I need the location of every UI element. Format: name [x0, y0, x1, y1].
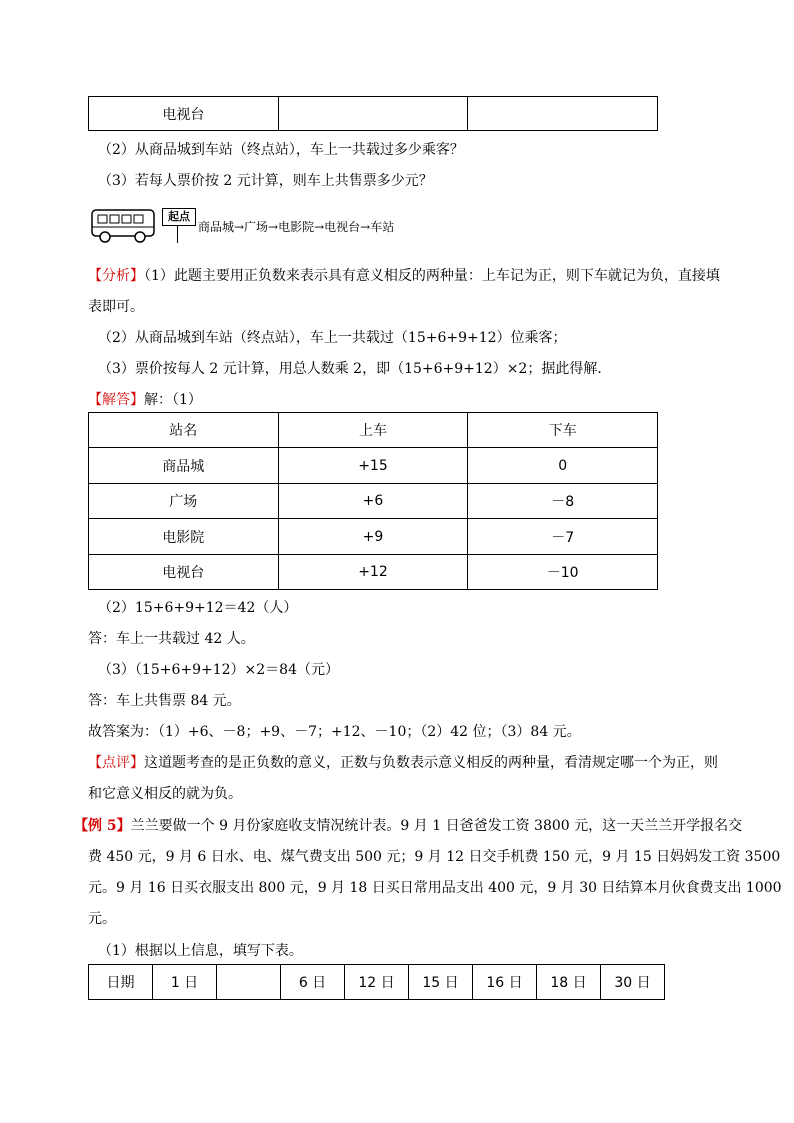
cell-date: 18 日: [537, 965, 601, 1000]
cell-board: +12: [278, 555, 468, 590]
cell-date: 1 日: [153, 965, 217, 1000]
question-3: （3）若每人票价按 2 元计算，则车上共售票多少元？: [98, 173, 433, 189]
answer-tag: 【解答】: [88, 392, 144, 408]
example5-line-1: 【例 5】兰兰要做一个 9 月份家庭收支情况统计表。9 月 1 日爸爸发工资 3800 元，这一天兰兰开学报名交: [74, 818, 743, 834]
cell-station: 电视台: [89, 555, 279, 590]
question-2: （2）从商品城到车站（终点站），车上一共载过多少乘客？: [98, 142, 464, 158]
answer-line-4: 答：车上共售票 84 元。: [88, 693, 241, 709]
cell-board: +15: [278, 448, 468, 484]
top-table-cell: [468, 97, 658, 131]
answer-intro: 【解答】解：（1）: [88, 392, 202, 408]
analysis-tag: 【分析】: [88, 268, 144, 284]
header-alight: 下车: [468, 413, 658, 448]
top-table-station: 电视台: [89, 97, 279, 131]
cell-date: 16 日: [473, 965, 537, 1000]
analysis-line-3: （2）从商品城到车站（终点站），车上一共载过（15+6+9+12）位乘客；: [98, 330, 567, 346]
cell-date: 15 日: [409, 965, 473, 1000]
cell-station: 电影院: [89, 519, 279, 555]
start-sign: 起点: [162, 208, 196, 226]
cell-alight: －10: [468, 555, 658, 590]
cell-alight: －7: [468, 519, 658, 555]
cell-alight: －8: [468, 484, 658, 519]
cell-station: 广场: [89, 484, 279, 519]
cell-date: 6 日: [281, 965, 345, 1000]
table-row: [89, 413, 658, 448]
bus-route-diagram: [90, 206, 410, 246]
cell-board: +6: [278, 484, 468, 519]
cell-alight: 0: [468, 448, 658, 484]
answer-line-1: （2）15+6+9+12＝42（人）: [98, 600, 298, 616]
table-row: [89, 448, 658, 484]
example5-tag: 【例 5】: [74, 818, 131, 834]
comment-line-1: 【点评】这道题考查的是正负数的意义，正数与负数表示意义相反的两种量，看清规定哪一个为正，则: [88, 755, 718, 771]
cell-board: +9: [278, 519, 468, 555]
example5-line-4: 元。: [88, 911, 116, 927]
top-table-cell: [278, 97, 468, 131]
route-text: 商品城→广场→电影院→电视台→车站: [198, 220, 395, 234]
income-table: [88, 964, 665, 1000]
analysis-line-1: 【分析】（1）此题主要用正负数来表示具有意义相反的两种量：上车记为正，则下车就记为负，直接填: [88, 268, 720, 284]
answer-line-5: 故答案为：（1）+6、－8；+9、－7；+12、－10；（2）42 位；（3）84 元。: [88, 724, 581, 740]
analysis-line-2: 表即可。: [88, 299, 144, 315]
cell-date: 30 日: [601, 965, 665, 1000]
table-row: [89, 555, 658, 590]
header-board: 上车: [278, 413, 468, 448]
answer-line-3: （3）（15+6+9+12）×2＝84（元）: [98, 662, 339, 678]
comment-line-2: 和它意义相反的就为负。: [88, 786, 242, 802]
answer-line-2: 答：车上一共载过 42 人。: [88, 631, 255, 647]
cell-date: 12 日: [345, 965, 409, 1000]
cell-station: 商品城: [89, 448, 279, 484]
sign-post: [177, 225, 178, 243]
table-row: [89, 519, 658, 555]
cell-date: [217, 965, 281, 1000]
example5-line-3: 元。9 月 16 日买衣服支出 800 元，9 月 18 日买日常用品支出 400 元，9 月 30 日结算本月伙食费支出 1000: [88, 880, 782, 896]
bus-icon: [90, 206, 160, 246]
top-table: [88, 96, 658, 131]
cell-date-label: 日期: [89, 965, 153, 1000]
header-station: 站名: [89, 413, 279, 448]
example5-line-2: 费 450 元，9 月 6 日水、电、煤气费支出 500 元；9 月 12 日交手机费 150 元，9 月 15 日妈妈发工资 3500: [88, 849, 781, 865]
comment-tag: 【点评】: [88, 755, 144, 771]
example5-question-1: （1）根据以上信息，填写下表。: [98, 943, 303, 959]
answer-table: [88, 412, 658, 590]
table-row: [89, 965, 665, 1000]
table-row: [89, 484, 658, 519]
analysis-line-4: （3）票价按每人 2 元计算，用总人数乘 2，即（15+6+9+12）×2；据此得解．: [98, 361, 612, 377]
